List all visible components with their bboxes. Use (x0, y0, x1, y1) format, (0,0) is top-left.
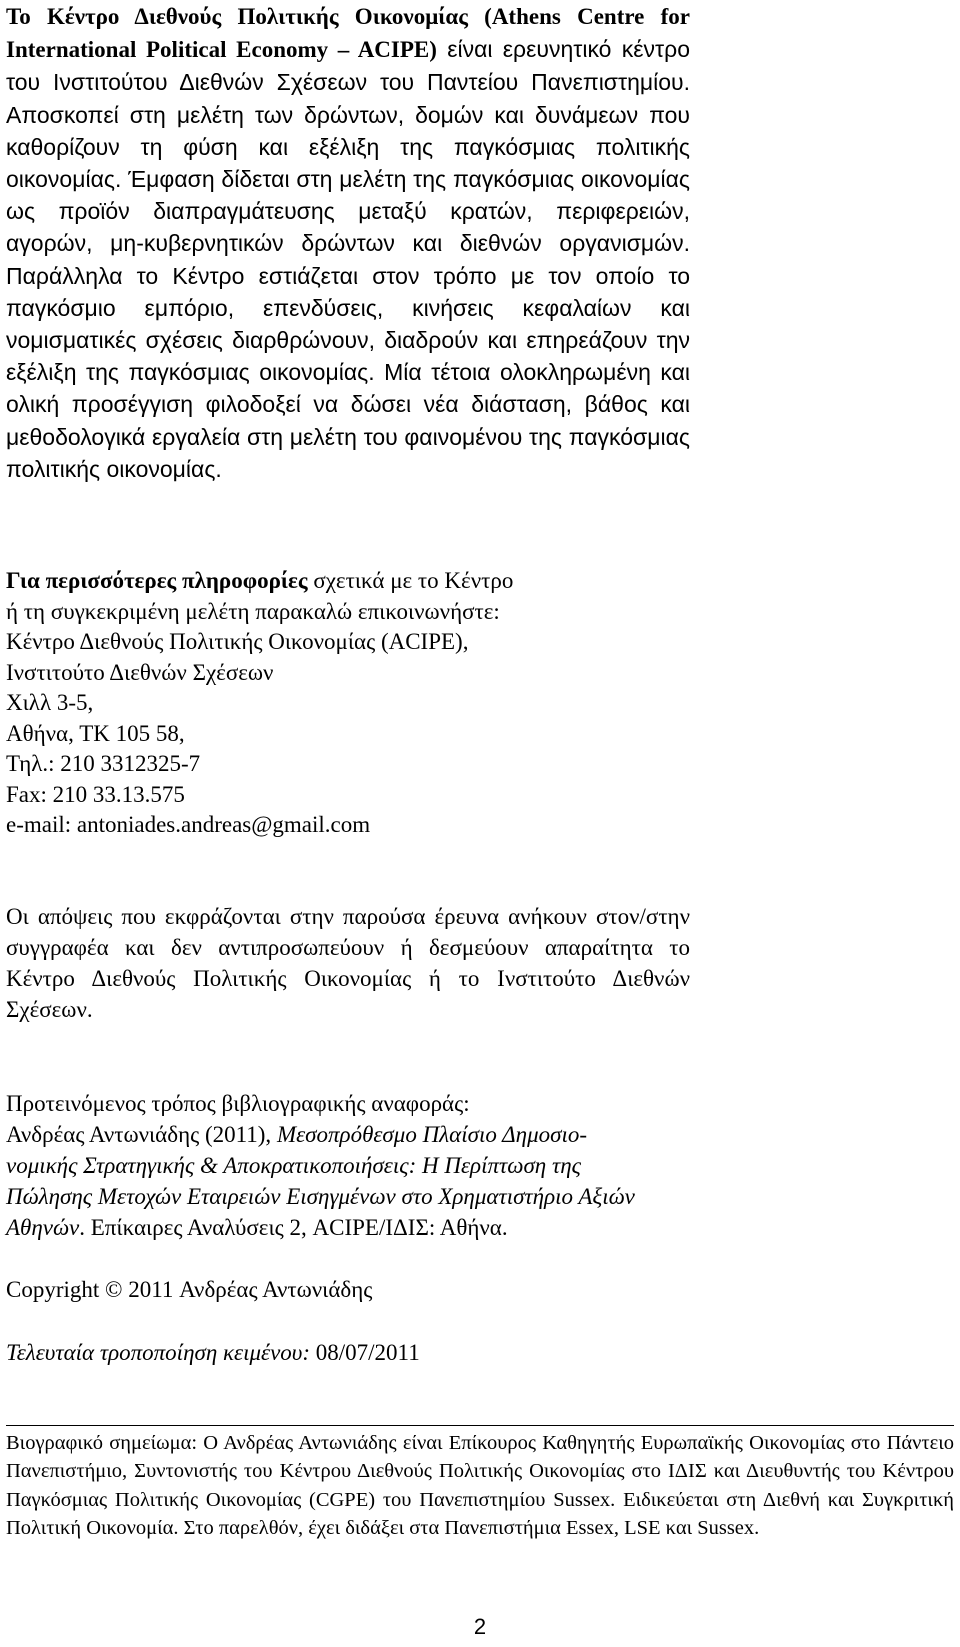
citation-line (6, 1181, 766, 1212)
citation-block (6, 1088, 766, 1243)
citation-heading: Προτεινόμενος τρόπος βιβλιογραφικής αναφοράς: (6, 1091, 470, 1116)
contact-line: Ινστιτούτο Διεθνών Σχέσεων (6, 659, 274, 685)
contact-heading-bold: Για περισσότερες πληροφορίες (6, 568, 308, 593)
centre-name: Το Κέντρο Διεθνούς Πολιτικής Οικονομίας (Athens Centre for International Political Economy – ACIPE) (6, 4, 690, 63)
contact-phone: Τηλ.: 210 3312325-7 (6, 751, 201, 776)
citation-title: Αθηνών (6, 1215, 80, 1240)
contact-line: Χιλλ 3-5, (6, 690, 94, 715)
citation-publisher: . Επίκαιρες Αναλύσεις 2, ACIPE/ΙΔΙΣ: Αθήνα. (79, 1215, 508, 1240)
last-modified (6, 1337, 420, 1368)
citation-title: νομικής Στρατηγικής & Αποκρατικοποιήσεις: Η Περίπτωση της (6, 1153, 581, 1178)
contact-line: Κέντρο Διεθνούς Πολιτικής Οικονομίας (ACIPE), (6, 629, 469, 654)
citation-line (6, 1150, 766, 1181)
citation-title: Μεσοπρόθεσμο Πλαίσιο Δημοσιο- (276, 1122, 588, 1147)
citation-line (6, 1212, 766, 1243)
citation-author: Ανδρέας Αντωνιάδης (2011), (6, 1122, 277, 1147)
page-number: 2 (473, 1614, 487, 1639)
last-modified-date: 08/07/2011 (310, 1340, 420, 1365)
contact-email: e-mail: antoniades.andreas@gmail.com (6, 812, 371, 837)
document-page (6, 0, 954, 1647)
contact-line: ή τη συγκεκριμένη μελέτη παρακαλώ επικοινωνήστε: (6, 598, 500, 624)
centre-description-text: είναι ερευνητικό κέντρο του Ινστιτούτου Διεθνών Σχέσεων του Παντείου Πανεπιστημίου. Αποσκοπεί στη μελέτη των δρώντων, δομών και δυνάμεων που καθορίζουν τη φύση και εξέλιξη της παγκόσμιας πολιτικής οικονομίας. Έμφαση δίδεται στη μελέτη της παγκόσμιας οικονομίας ως προϊόν διαπραγμάτευσης μεταξύ κρατών, περιφερειών, αγορών, μη-κυβερνητικών δρώντων και διεθνών οργανισμών. Παράλληλα το Κέντρο εστιάζεται στον τρόπο με τον οποίο το παγκόσμιο εμπόριο, επενδύσεις, κινήσεις κεφαλαίων και νομισματικές σχέσεις διαρθρώνουν, διαδρούν και επηρεάζουν την εξέλιξη της παγκόσμιας οικονομίας. Μία τέτοια ολοκληρωμένη και ολική προσέγγιση φιλοδοξεί να δώσει νέα διάσταση, βάθος και μεθοδολογικά εργαλεία στη μελέτη του φαινομένου της παγκόσμιας πολιτικής οικονομίας. (6, 36, 690, 482)
centre-description (6, 0, 690, 485)
author-bio: Βιογραφικό σημείωμα: Ο Ανδρέας Αντωνιάδης είναι Επίκουρος Καθηγητής Ευρωπαϊκής Οικονομίας στο Πάντειο Πανεπιστήμιο, Συντονιστής του Κέντρου Διεθνούς Πολιτικής Οικονομίας στο ΙΔΙΣ και Διευθυντής του Κέντρου Παγκόσμιας Πολιτικής Οικονομίας (CGPE) του Πανεπιστημίου Sussex. Ειδικεύεται στη Διεθνή και Συγκριτική Πολιτική Οικονομία. Στο παρελθόν, έχει διδάξει στα Πανεπιστήμια Essex, LSE και Sussex. (6, 1432, 954, 1540)
citation-title: Πώλησης Μετοχών Εταιρειών Εισηγμένων στο Χρηματιστήριο Αξιών (6, 1184, 635, 1209)
contact-fax: Fax: 210 33.13.575 (6, 781, 185, 807)
citation-line (6, 1119, 766, 1150)
last-modified-label: Τελευταία τροποποίηση κειμένου: (6, 1340, 311, 1365)
contact-block (6, 566, 706, 841)
contact-heading (6, 566, 706, 597)
disclaimer: Οι απόψεις που εκφράζονται στην παρούσα έρευνα ανήκουν στον/στην συγγραφέα και δεν αντιπροσωπεύουν ή δεσμεύουν απαραίτητα το Κέντρο Διεθνούς Πολιτικής Οικονομίας ή το Ινστιτούτο Διεθνών Σχέσεων. (6, 904, 690, 1022)
copyright-notice: Copyright © 2011 Ανδρέας Αντωνιάδης (6, 1277, 373, 1302)
contact-heading-rest: σχετικά με το Κέντρο (307, 568, 514, 593)
contact-line: Αθήνα, ΤΚ 105 58, (6, 720, 185, 746)
bio-divider (6, 1425, 954, 1426)
